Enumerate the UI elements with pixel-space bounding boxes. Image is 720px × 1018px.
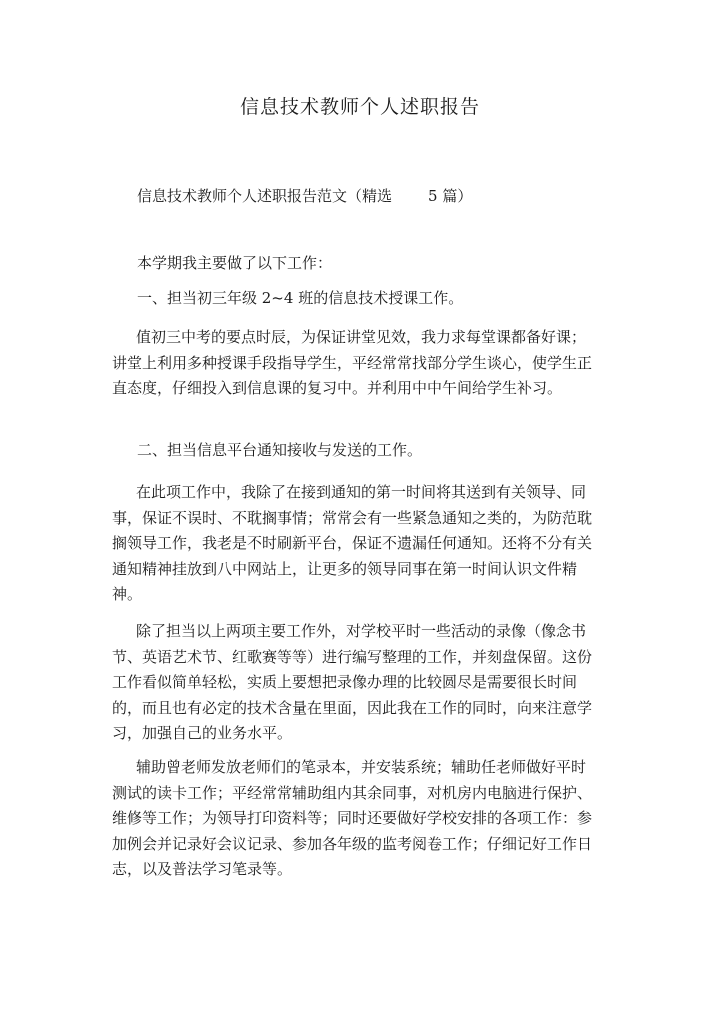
intro-line: 本学期我主要做了以下工作： xyxy=(137,254,333,272)
paragraph-4: 辅助曾老师发放老师们的笔录本，并安装系统；辅助任老师做好平时测试的读卡工作；平经常常辅助组内其余同事，对机房内电脑进行保护、维修等工作；为领导打印资料等；同时还要做好学校安排的各项工作：参加例会并记录好会议记录、参加各年级的监考阅卷工作；仔细记好工作日志，以及普法学习笔录等。 xyxy=(112,758,593,878)
subtitle-text: 信息技术教师个人述职报告范文（精选 xyxy=(137,187,393,205)
section2-heading: 二、担当信息平台通知接收与发送的工作。 xyxy=(137,441,423,459)
section1-body: 值初三中考的要点时辰，为保证讲堂见效，我力求每堂课都备好课；讲堂上利用多种授课手段指导学生，平经常常找部分学生谈心，使学生正直态度，仔细投入到信息课的复习中。并利用中中午间给学生补习。 xyxy=(112,328,593,397)
subtitle xyxy=(137,185,472,206)
page-title: 信息技术教师个人述职报告 xyxy=(239,96,480,118)
section1-heading: 一、担当初三年级 2~4 班的信息技术授课工作。 xyxy=(137,289,464,307)
subtitle-count: 5 篇） xyxy=(428,187,473,205)
paragraph-3: 除了担当以上两项主要工作外，对学校平时一些活动的录像（像念书节、英语艺术节、红歌赛等等）进行编写整理的工作，并刻盘保留。这份工作看似简单轻松，实质上要想把录像办理的比较圆尽是需要很长时间的，而且也有必定的技术含量在里面，因此我在工作的同时，向来注意学习，加强自己的业务水平。 xyxy=(112,622,593,742)
section2-body: 在此项工作中，我除了在接到通知的第一时间将其送到有关领导、同事，保证不误时、不耽搁事情；常常会有一些紧急通知之类的，为防范耽搁领导工作，我老是不时刷新平台，保证不遗漏任何通知。还将不分有关通知精神挂放到八中网站上，让更多的领导同事在第一时间认识文件精神。 xyxy=(112,483,593,603)
